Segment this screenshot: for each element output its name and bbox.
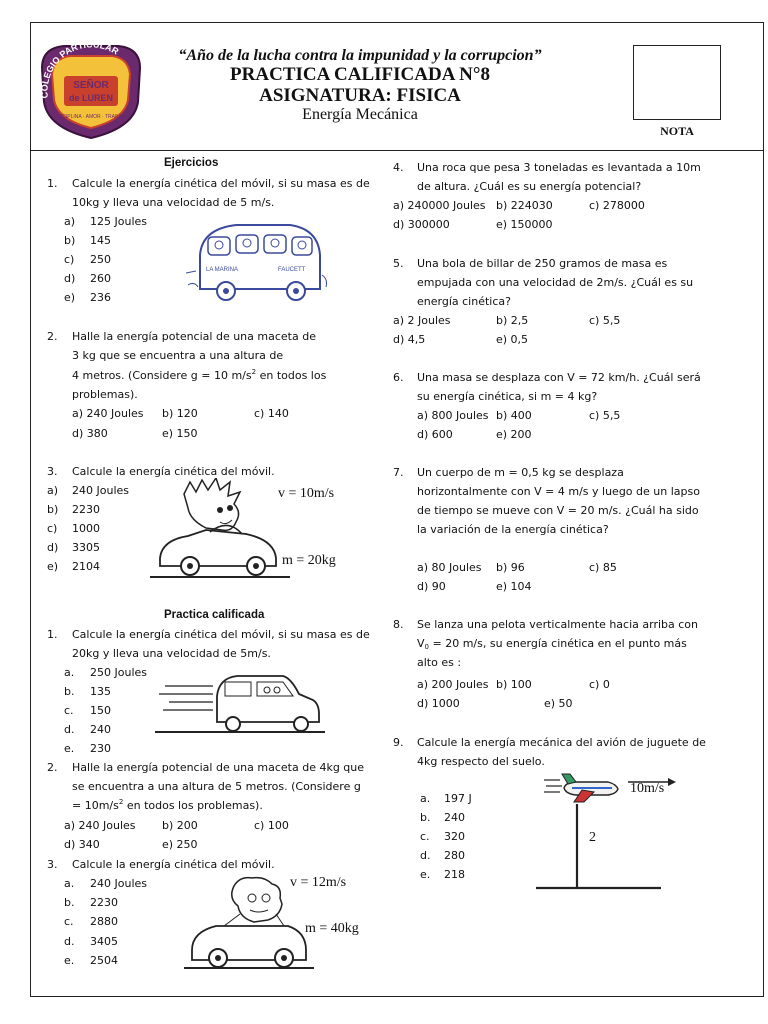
question-number: 2. xyxy=(47,761,58,774)
question-text: Un cuerpo de m = 0,5 kg se desplaza xyxy=(417,466,624,479)
option-text: e) 50 xyxy=(544,697,573,710)
option-text: 240 Joules xyxy=(72,484,129,497)
bus-sign-1: LA MARINA xyxy=(206,267,239,273)
option-text: e) 250 xyxy=(162,838,198,851)
option-letter: d) xyxy=(64,272,76,285)
option-letter: d. xyxy=(420,849,431,862)
option-text: b) 100 xyxy=(496,678,532,691)
car-driver-illustration xyxy=(150,478,290,582)
option-text: b) 96 xyxy=(496,561,525,574)
option-text: 250 Joules xyxy=(90,666,147,679)
superscript: 2 xyxy=(118,798,124,806)
option-text: b) 2,5 xyxy=(496,314,529,327)
question-text: la variación de la energía cinética? xyxy=(417,523,609,536)
question-text: problemas). xyxy=(72,388,138,401)
option-text: 125 Joules xyxy=(90,215,147,228)
option-text: c) 5,5 xyxy=(589,314,621,327)
option-text: b) 224030 xyxy=(496,199,553,212)
velocity-label: v = 12m/s xyxy=(290,875,347,890)
subscript: 0 xyxy=(424,643,429,651)
question-text: = 20 m/s, su energía cinética en el punto más xyxy=(429,637,687,650)
option-letter: c) xyxy=(47,522,58,535)
option-text: e) 150 xyxy=(162,427,198,440)
option-letter: c) xyxy=(64,253,75,266)
option-text: 2104 xyxy=(72,560,100,573)
option-letter: a. xyxy=(64,877,75,890)
question-number: 4. xyxy=(393,161,404,174)
question-text: 10kg y lleva una velocidad de 5 m/s. xyxy=(72,196,275,209)
question-number: 7. xyxy=(393,466,404,479)
option-text: c) 5,5 xyxy=(589,409,621,422)
question-text: 4kg respecto del suelo. xyxy=(417,755,545,768)
option-letter: e. xyxy=(64,954,75,967)
question-text: Calcule la energía cinética del móvil. xyxy=(72,465,275,478)
option-text: a) 80 Joules xyxy=(417,561,482,574)
velocity-label: v = 10m/s xyxy=(278,486,335,501)
question-text: horizontalmente con V = 4 m/s y luego de un lapso xyxy=(417,485,700,498)
option-text: e) 150000 xyxy=(496,218,553,231)
option-text: 1000 xyxy=(72,522,100,535)
question-number: 9. xyxy=(393,736,404,749)
height-label: 2 xyxy=(589,830,596,845)
question-number: 1. xyxy=(47,177,58,190)
question-text: alto es : xyxy=(417,656,462,669)
option-text: 240 xyxy=(90,723,111,736)
bus-illustration xyxy=(186,215,330,307)
question-text: su energía cinética, si m = 4 kg? xyxy=(417,390,598,403)
option-text: 236 xyxy=(90,291,111,304)
option-text: a) 240 Joules xyxy=(64,819,136,832)
option-text: c) 0 xyxy=(589,678,610,691)
option-text: 280 xyxy=(444,849,465,862)
option-letter: b. xyxy=(64,685,75,698)
grade-label: NOTA xyxy=(660,124,694,138)
option-text: d) 380 xyxy=(72,427,108,440)
question-text: Se lanza una pelota verticalmente hacia arriba con xyxy=(417,618,699,631)
question-text: Una bola de billar de 250 gramos de masa es xyxy=(417,257,668,270)
option-text: a) 800 Joules xyxy=(417,409,489,422)
option-text: 3405 xyxy=(90,935,118,948)
option-text: 150 xyxy=(90,704,111,717)
option-letter: e. xyxy=(64,742,75,755)
question-text: energía cinética? xyxy=(417,295,511,308)
question-number: 3. xyxy=(47,465,58,478)
option-letter: d. xyxy=(64,935,75,948)
option-text: d) 1000 xyxy=(417,697,460,710)
option-text: 218 xyxy=(444,868,465,881)
section-title-ejercicios: Ejercicios xyxy=(164,157,219,169)
velocity-label: 10m/s xyxy=(630,781,665,796)
logo-name-line1: SEÑOR xyxy=(73,80,109,91)
option-text: c) 85 xyxy=(589,561,617,574)
question-text-line xyxy=(72,799,263,813)
option-letter: c. xyxy=(64,915,74,928)
option-letter: b. xyxy=(64,896,75,909)
option-text: a) 240000 Joules xyxy=(393,199,486,212)
question-text: Calcule la energía cinética del móvil, si su masa es de xyxy=(72,628,370,641)
question-text: de altura. ¿Cuál es su energía potencial? xyxy=(417,180,642,193)
option-text: d) 4,5 xyxy=(393,333,426,346)
question-text: Halle la energía potencial de una maceta de 4kg que xyxy=(72,761,365,774)
page-title: PRACTICA CALIFICADA N°8 xyxy=(230,64,490,85)
option-text: 2504 xyxy=(90,954,118,967)
option-text: 240 Joules xyxy=(90,877,147,890)
option-text: c) 100 xyxy=(254,819,289,832)
option-text: 145 xyxy=(90,234,111,247)
question-text: 3 kg que se encuentra a una altura de xyxy=(72,349,284,362)
option-letter: b. xyxy=(420,811,431,824)
question-number: 5. xyxy=(393,257,404,270)
option-text: b) 120 xyxy=(162,407,198,420)
option-text: 250 xyxy=(90,253,111,266)
question-number: 8. xyxy=(393,618,404,631)
option-letter: d. xyxy=(64,723,75,736)
question-text: en todos los problemas). xyxy=(123,799,263,812)
subject-title: ASIGNATURA: FISICA xyxy=(259,85,461,106)
question-text: Una masa se desplaza con V = 72 km/h. ¿Cuál será xyxy=(417,371,701,384)
option-text: a) 2 Joules xyxy=(393,314,451,327)
logo-arc-text: COLEGIO PARTICULAR xyxy=(39,40,121,99)
mass-label: m = 20kg xyxy=(282,553,336,568)
option-text: 2880 xyxy=(90,915,118,928)
question-text: = 10m/s xyxy=(72,799,119,812)
option-text: b) 400 xyxy=(496,409,532,422)
section-title-practica: Practica calificada xyxy=(164,609,265,621)
mass-label: m = 40kg xyxy=(305,921,359,936)
logo-name-line2: de LUREN xyxy=(68,93,114,103)
header-divider xyxy=(30,150,764,151)
question-text: se encuentra a una altura de 5 metros. (Considere g xyxy=(72,780,361,793)
van-illustration xyxy=(155,668,325,734)
option-text: c) 140 xyxy=(254,407,289,420)
superscript: 2 xyxy=(251,368,257,376)
option-text: c) 278000 xyxy=(589,199,645,212)
option-letter: e) xyxy=(47,560,59,573)
option-text: 260 xyxy=(90,272,111,285)
question-text: empujada con una velocidad de 2m/s. ¿Cuál es su xyxy=(417,276,694,289)
velocity-symbol: V xyxy=(417,637,425,650)
question-text: de tiempo se mueve con V = 20 m/s. ¿Cuál ha sido xyxy=(417,504,699,517)
question-text: en todos los xyxy=(256,369,327,382)
option-text: e) 104 xyxy=(496,580,532,593)
question-text-line xyxy=(417,637,687,651)
question-text: Calcule la energía mecánica del avión de juguete de xyxy=(417,736,706,749)
option-text: d) 340 xyxy=(64,838,100,851)
option-letter: e) xyxy=(64,291,76,304)
option-letter: a) xyxy=(64,215,76,228)
question-text: Halle la energía potencial de una maceta de xyxy=(72,330,316,343)
option-letter: a) xyxy=(47,484,59,497)
question-text: Calcule la energía cinética del móvil. xyxy=(72,858,275,871)
question-text: 20kg y lleva una velocidad de 5m/s. xyxy=(72,647,271,660)
option-text: d) 300000 xyxy=(393,218,450,231)
option-letter: e. xyxy=(420,868,431,881)
option-text: e) 0,5 xyxy=(496,333,529,346)
question-number: 2. xyxy=(47,330,58,343)
option-text: e) 200 xyxy=(496,428,532,441)
logo-motto: DISCIPLINA · AMOR · TRABAJO xyxy=(53,114,129,120)
option-text: a) 240 Joules xyxy=(72,407,144,420)
option-text: 230 xyxy=(90,742,111,755)
option-letter: b) xyxy=(64,234,76,247)
question-number: 1. xyxy=(47,628,58,641)
option-text: 2230 xyxy=(90,896,118,909)
question-number: 3. xyxy=(47,858,58,871)
option-letter: a. xyxy=(420,792,431,805)
option-text: 3305 xyxy=(72,541,100,554)
option-letter: c. xyxy=(64,704,74,717)
option-text: 240 xyxy=(444,811,465,824)
question-text: 4 metros. (Considere g = 10 m/s xyxy=(72,369,252,382)
school-logo xyxy=(34,40,148,140)
option-letter: c. xyxy=(420,830,430,843)
question-text: Calcule la energía cinética del móvil, si su masa es de xyxy=(72,177,370,190)
topic-title: Energía Mecánica xyxy=(302,106,418,123)
option-text: 197 J xyxy=(444,792,472,805)
bus-sign-2: FAUCETT xyxy=(278,267,306,273)
option-letter: b) xyxy=(47,503,59,516)
motto: “Año de la lucha contra la impunidad y la corrupcion” xyxy=(178,47,542,64)
option-text: 135 xyxy=(90,685,111,698)
question-text-line xyxy=(72,369,326,383)
question-number: 6. xyxy=(393,371,404,384)
option-text: 2230 xyxy=(72,503,100,516)
question-text: Una roca que pesa 3 toneladas es levantada a 10m xyxy=(417,161,701,174)
option-text: d) 600 xyxy=(417,428,453,441)
option-text: b) 200 xyxy=(162,819,198,832)
option-letter: a. xyxy=(64,666,75,679)
option-letter: d) xyxy=(47,541,59,554)
option-text: a) 200 Joules xyxy=(417,678,489,691)
option-text: d) 90 xyxy=(417,580,446,593)
option-text: 320 xyxy=(444,830,465,843)
grade-box xyxy=(633,45,721,120)
